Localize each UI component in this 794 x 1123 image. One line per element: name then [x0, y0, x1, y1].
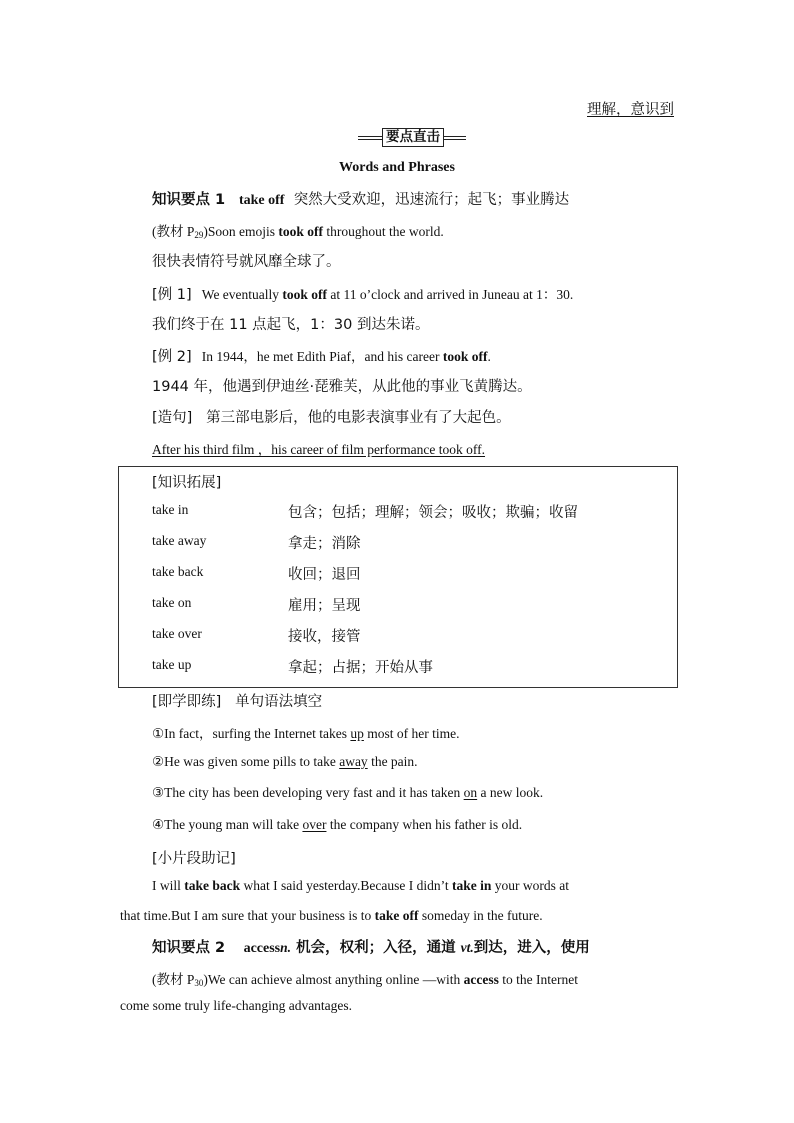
point1-textbook-zh: 很快表情符号就风靡全球了。	[152, 254, 341, 270]
practice-heading: [即学即练] 单句语法填空	[152, 694, 323, 710]
practice-item: ④The young man will take over the company when his father is old.	[152, 816, 523, 832]
extension-meaning: 包含；包括；理解；领会；吸收；欺骗；收留	[288, 505, 578, 521]
extension-meaning: 拿起；占据；开始从事	[288, 660, 433, 676]
point1-meaning: 突然大受欢迎，迅速流行；起飞；事业腾达	[293, 192, 570, 208]
section-banner	[358, 128, 466, 147]
section-title: Words and Phrases	[339, 160, 455, 175]
header-term: 理解，意识到	[587, 102, 674, 118]
point1-label: 知识要点 1	[152, 192, 226, 208]
extension-title: [知识拓展]	[152, 475, 222, 491]
practice-item: ②He was given some pills to take away the pain.	[152, 753, 418, 769]
point2-textbook-cont: come some truly life-changing advantages.	[120, 998, 353, 1013]
memo-line2: that time.But I am sure that your business is to take off someday in the future.	[120, 908, 543, 923]
extension-box	[118, 466, 678, 688]
extension-meaning: 接收，接管	[288, 629, 361, 645]
point1-make-sentence: [造句] 第三部电影后，他的电影表演事业有了大起色。	[152, 410, 511, 426]
practice-item: ③The city has been developing very fast and it has taken on a new look.	[152, 785, 544, 800]
point1-example1: [例 1] We eventually took off at 11 o’clock and arrived in Juneau at 1：30.	[152, 287, 574, 303]
practice-item: ①In fact，surfing the Internet takes up most of her time.	[152, 726, 460, 741]
point1-example2-zh: 1944 年，他遇到伊迪丝·琵雅芙，从此他的事业飞黄腾达。	[152, 379, 532, 395]
practice-answer: away	[339, 753, 368, 769]
point1-heading	[152, 188, 569, 209]
point1-phrase: take off	[238, 193, 285, 208]
point1-make-answer: After his third film ，his career of film performance took off.	[152, 442, 486, 457]
practice-answer: up	[350, 726, 364, 741]
extension-phrase: take up	[152, 657, 192, 672]
extension-phrase: take back	[152, 564, 204, 579]
extension-phrase: take in	[152, 502, 189, 517]
memo-title: [小片段助记]	[152, 851, 236, 867]
point1-example2: [例 2] In 1944，he met Edith Piaf，and his career took off.	[152, 349, 491, 365]
extension-phrase: take on	[152, 595, 192, 610]
extension-meaning: 收回；退回	[288, 567, 361, 583]
extension-meaning: 雇用；呈现	[288, 598, 361, 614]
memo-line1: I will take back what I said yesterday.Because I didn’t take in your words at	[152, 878, 569, 893]
point2-textbook: (教材 $P_{30})We$ can achieve almost anything online —with access to the Internet	[152, 972, 578, 988]
extension-phrase: take over	[152, 626, 202, 641]
extension-meaning: 拿走；消除	[288, 536, 361, 552]
section-banner-label: 要点直击	[382, 128, 444, 147]
point2-heading: 知识要点 2 accessn. 机会，权利；入径，通道 vt.到达，进入，使用	[152, 940, 590, 956]
extension-phrase: take away	[152, 533, 207, 548]
point1-example1-zh: 我们终于在 11 点起飞，1：30 到达朱诺。	[152, 317, 430, 333]
practice-answer: over	[302, 816, 327, 832]
practice-answer: on	[463, 785, 478, 800]
point1-textbook: (教材 $P_{29})Soon$ emojis took off throughout the world.	[152, 224, 444, 240]
